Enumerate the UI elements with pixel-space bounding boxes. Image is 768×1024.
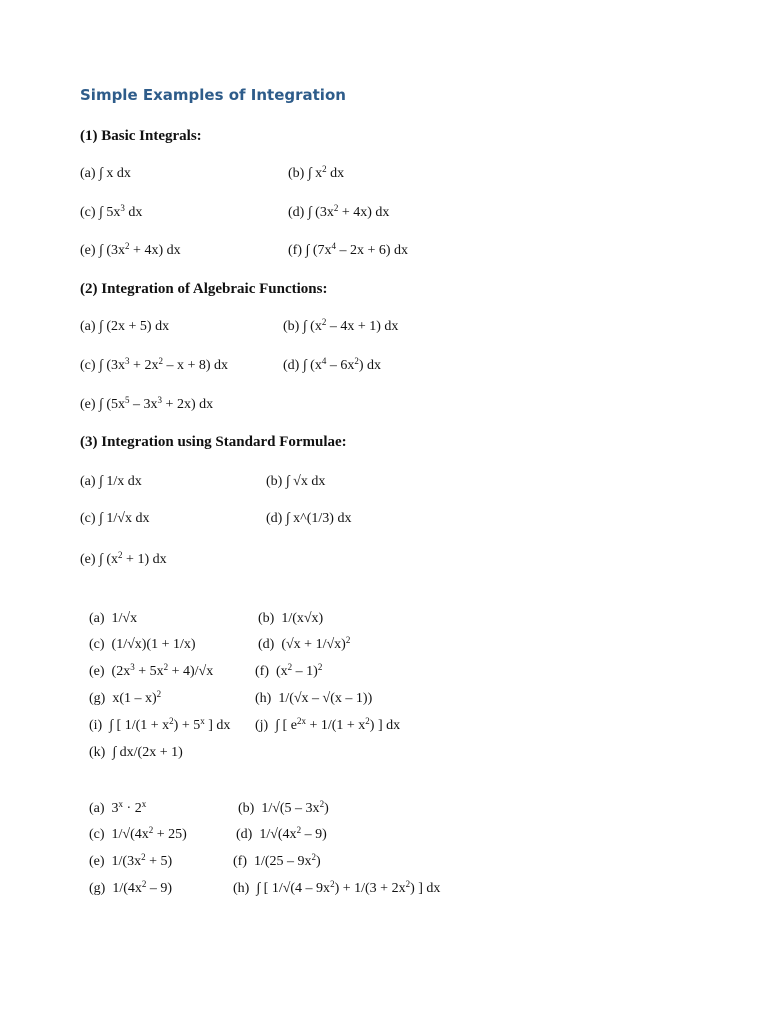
exercise-a-j: (j) ∫ [ $e^{2x} + 1/(1 + x^2)$ ] dx bbox=[255, 716, 401, 733]
section-heading-3: (3) Integration using Standard Formulae: bbox=[80, 434, 347, 450]
problem-2c: (c) ∫ $(3x^3 + 2x^2 - x + 8)$ dx bbox=[80, 356, 229, 373]
problem-3a: (a) ∫ 1/x dx bbox=[80, 474, 142, 489]
problem-3e: (e) ∫ $(x^2 + 1)$ dx bbox=[80, 550, 167, 567]
problem-2b: (b) ∫ $(x^2 - 4x + 1)$ dx bbox=[283, 317, 399, 334]
problem-1c: (c) ∫ $5x^3$ dx bbox=[80, 203, 143, 220]
section-heading-2: (2) Integration of Algebraic Functions: bbox=[80, 281, 328, 297]
problem-2e: (e) ∫ $(5x^5 - 3x^3 + 2x)$ dx bbox=[80, 395, 214, 412]
page-title: Simple Examples of Integration bbox=[80, 86, 346, 104]
exercise-b-f: (f) $1/(25 - 9x^2)$ bbox=[233, 852, 321, 869]
problem-1b: (b) ∫ $x^2$ dx bbox=[288, 164, 345, 181]
exercise-a-h: (h) 1/(√x – √(x – 1)) bbox=[255, 691, 373, 706]
exercise-b-g: (g) $1/(4x^2 - 9)$ bbox=[89, 879, 173, 896]
problem-1f: (f) ∫ $(7x^4 - 2x + 6)$ dx bbox=[288, 241, 409, 258]
problem-3b: (b) ∫ √x dx bbox=[266, 474, 326, 489]
exercise-a-g: (g) x(1 – x)$^2$ bbox=[89, 689, 162, 706]
exercise-a-i: (i) ∫ [ $1/(1 + x^2) + 5^x$ ] dx bbox=[89, 716, 231, 733]
problem-2d: (d) ∫ $(x^4 - 6x^2)$ dx bbox=[283, 356, 381, 373]
section-heading-1: (1) Basic Integrals: bbox=[80, 128, 202, 144]
exercise-a-a: (a) 1/√x bbox=[89, 611, 138, 626]
problem-1e: (e) ∫ $(3x^2 + 4x)$ dx bbox=[80, 241, 181, 258]
problem-3c: (c) ∫ 1/√x dx bbox=[80, 511, 150, 526]
problem-1d: (d) ∫ $(3x^2 + 4x)$ dx bbox=[288, 203, 390, 220]
problem-2a: (a) ∫ (2x + 5) dx bbox=[80, 319, 170, 334]
exercise-a-d: (d) $(√x + 1/√x)^2$ bbox=[258, 635, 351, 652]
exercise-b-c: (c) $1/√(4x^2 + 25)$ bbox=[89, 825, 187, 842]
problem-3d: (d) ∫ x^(1/3) dx bbox=[266, 511, 352, 526]
exercise-a-k: (k) ∫ dx/(2x + 1) bbox=[89, 745, 183, 760]
exercise-b-a: (a) $3^x \cdot 2^x$ bbox=[89, 799, 147, 816]
exercise-a-e: (e) $(2x^3 + 5x^2 + 4)/√x$ bbox=[89, 662, 214, 679]
exercise-b-h: (h) ∫ [ $1/√(4 - 9x^2) + 1/(3 + 2x^2)$ ] dx bbox=[233, 879, 441, 896]
exercise-b-e: (e) $1/(3x^2 + 5)$ bbox=[89, 852, 173, 869]
exercise-a-c: (c) (1/√x)(1 + 1/x) bbox=[89, 637, 196, 652]
exercise-b-d: (d) $1/√(4x^2 - 9)$ bbox=[236, 825, 327, 842]
exercise-a-b: (b) 1/(x√x) bbox=[258, 611, 324, 626]
exercise-a-f: (f) $(x^2 - 1)^2$ bbox=[255, 662, 323, 679]
exercise-b-b: (b) $1/√(5 - 3x^2)$ bbox=[238, 799, 329, 816]
problem-1a: (a) ∫ x dx bbox=[80, 166, 131, 181]
